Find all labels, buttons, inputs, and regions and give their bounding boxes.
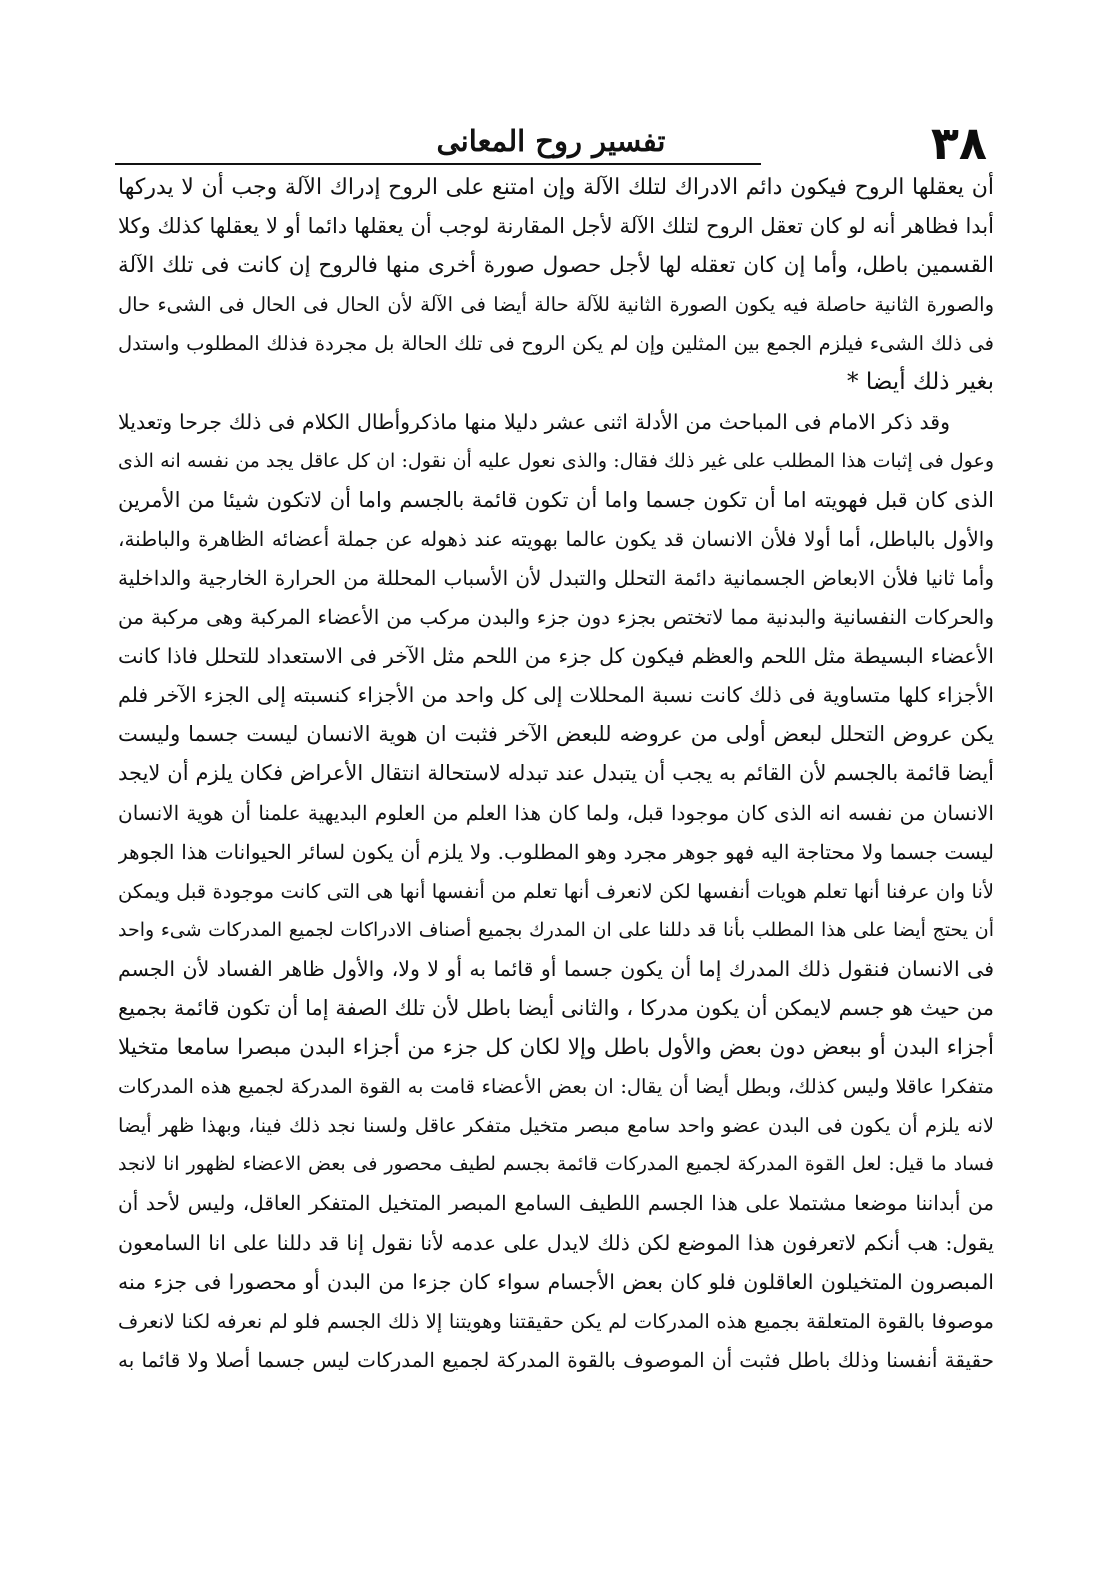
text-line: الانسان من نفسه انه الذى كان موجودا قبل، ولما كان هذا العلم من العلوم البديهية علمنا أن هوية الانسان bbox=[118, 800, 994, 825]
text-line: لأنا وان عرفنا أنها تعلم هويات أنفسها لكن لانعرف أنها تعلم من أنفسها أنها هى التى كانت موجودة قبل ويمكن bbox=[118, 879, 994, 903]
text-line: يكن عروض التحلل لبعض أولى من عروضه للبعض الآخر فثبت ان هوية الانسان ليست جسما وليست bbox=[118, 722, 994, 747]
text-line: أبدا فظاهر أنه لو كان تعقل الروح لتلك الآلة لأجل المقارنة لوجب أن يعقلها دائما أو لا يعقلها كذلك وكلا bbox=[118, 214, 994, 239]
page-header bbox=[115, 118, 987, 168]
running-title: تفسير روح المعانى bbox=[436, 124, 666, 158]
page-number: ٣٨ bbox=[930, 116, 987, 170]
text-line: فى ذلك الشىء فيلزم الجمع بين المثلين وإن لم يكن الروح فى تلك الحالة بل مجردة فذلك المطلوب واستدل bbox=[118, 332, 994, 356]
text-line: وعول فى إثبات هذا المطلب على غير ذلك فقال: والذى نعول عليه أن نقول: ان كل عاقل يجد من نفسه انه الذى bbox=[118, 449, 994, 472]
text-line: يقول: هب أنكم لاتعرفون هذا الموضع لكن ذلك لايدل على عدمه لأنا نقول إنا قد دللنا على انا السامعون bbox=[118, 1230, 994, 1255]
text-line: الذى كان قبل فهويته اما أن تكون جسما واما أن تكون قائمة بالجسم واما أن لاتكون شيئا من الأمرين bbox=[118, 487, 994, 512]
paragraph-end-line: بغير ذلك أيضا * bbox=[847, 369, 994, 396]
text-line: ليست جسما ولا محتاجة اليه فهو جوهر مجرد وهو المطلوب. ولا يلزم أن يكون لسائر الحيوانات هذا الجوهر bbox=[118, 839, 994, 864]
text-line: القسمين باطل، وأما إن كان تعقله لها لأجل حصول صورة أخرى منها فالروح إن كانت فى تلك الآلة bbox=[118, 253, 994, 279]
text-line: المبصرون المتخيلون العاقلون فلو كان بعض الأجسام سواء كان جزءا من البدن أو محصورا فى جزء منه bbox=[118, 1269, 994, 1294]
text-line: والصورة الثانية حاصلة فيه يكون الصورة الثانية للآلة حالة أيضا فى الآلة لأن الحال فى الحال فى الشىء حال bbox=[118, 293, 994, 317]
body-text bbox=[118, 168, 994, 1380]
text-line: حقيقة أنفسنا وذلك باطل فثبت أن الموصوف بالقوة المدركة لجميع المدركات ليس جسما أصلا ولا قائما به bbox=[118, 1347, 994, 1372]
text-line: من حيث هو جسم لايمكن أن يكون مدركا ، والثانى أيضا باطل لأن تلك الصفة إما أن تكون قائمة بجميع bbox=[118, 995, 994, 1020]
text-line: فى الانسان فنقول ذلك المدرك إما أن يكون جسما أو قائما به أو لا ولا، والأول ظاهر الفساد لأن الجسم bbox=[118, 956, 994, 981]
text-line: موصوفا بالقوة المتعلقة بجميع هذه المدركات لم يكن حقيقتنا وهويتنا إلا ذلك الجسم فلو لم نعرفه لكنا لانعرف bbox=[118, 1309, 994, 1333]
header-rule bbox=[115, 163, 761, 165]
text-line: أن يحتج أيضا على هذا المطلب بأنا قد دللنا على ان المدرك بجميع أصناف الادراكات لجميع المدركات شىء واحد bbox=[118, 918, 994, 941]
text-line: متفكرا عاقلا وليس كذلك، وبطل أيضا أن يقال: ان بعض الأعضاء قامت به القوة المدركة لجميع هذه المدركات bbox=[118, 1075, 994, 1099]
text-line: أيضا قائمة بالجسم لأن القائم به يجب أن يتبدل عند تبدله لاستحالة انتقال الأعراض فكان يلزم أن لايجد bbox=[118, 761, 994, 786]
text-line: والأول بالباطل، أما أولا فلأن الانسان قد يكون عالما بهويته عند ذهوله عن جملة أعضائه الظاهرة والباطنة، bbox=[118, 526, 994, 551]
text-line: وأما ثانيا فلأن الابعاض الجسمانية دائمة التحلل والتبدل لأن الأسباب المحللة من الحرارة الخارجية والداخلية bbox=[118, 565, 994, 590]
text-line: فساد ما قيل: لعل القوة المدركة لجميع المدركات قائمة بجسم لطيف محصور فى بعض الاعضاء لظهور انا لانجد bbox=[118, 1153, 994, 1176]
text-line: الأعضاء البسيطة مثل اللحم والعظم فيكون كل جزء من اللحم مثل الآخر فى الاستعداد للتحلل فاذا كانت bbox=[118, 644, 994, 669]
text-line: من أبداننا موضعا مشتملا على هذا الجسم اللطيف السامع المبصر المتخيل المتفكر العاقل، وليس لأحد أن bbox=[118, 1191, 994, 1216]
text-line: أجزاء البدن أو ببعض دون بعض والأول باطل وإلا لكان كل جزء من أجزاء البدن مبصرا سامعا متخيلا bbox=[118, 1035, 994, 1061]
text-line: أن يعقلها الروح فيكون دائم الادراك لتلك الآلة وإن امتنع على الروح إدراك الآلة وجب أن لا يدركها bbox=[118, 175, 994, 200]
text-line: لانه يلزم أن يكون فى البدن عضو واحد سامع مبصر متخيل متفكر عاقل ولسنا نجد ذلك فينا، وبهذا ظهر أيضا bbox=[118, 1114, 994, 1138]
text-line: والحركات النفسانية والبدنية مما لاتختص بجزء دون جزء والبدن مركب من الأعضاء المركبة وهى مركبة من bbox=[118, 605, 994, 630]
text-line: الأجزاء كلها متساوية فى ذلك كانت نسبة المحللات إلى كل واحد من الأجزاء كنسبته إلى الجزء الآخر فلم bbox=[118, 683, 994, 708]
paragraph-start-line: وقد ذكر الامام فى المباحث من الأدلة اثنى عشر دليلا منها ماذكروأطال الكلام فى ذلك جرحا وتعديلا bbox=[118, 409, 950, 434]
